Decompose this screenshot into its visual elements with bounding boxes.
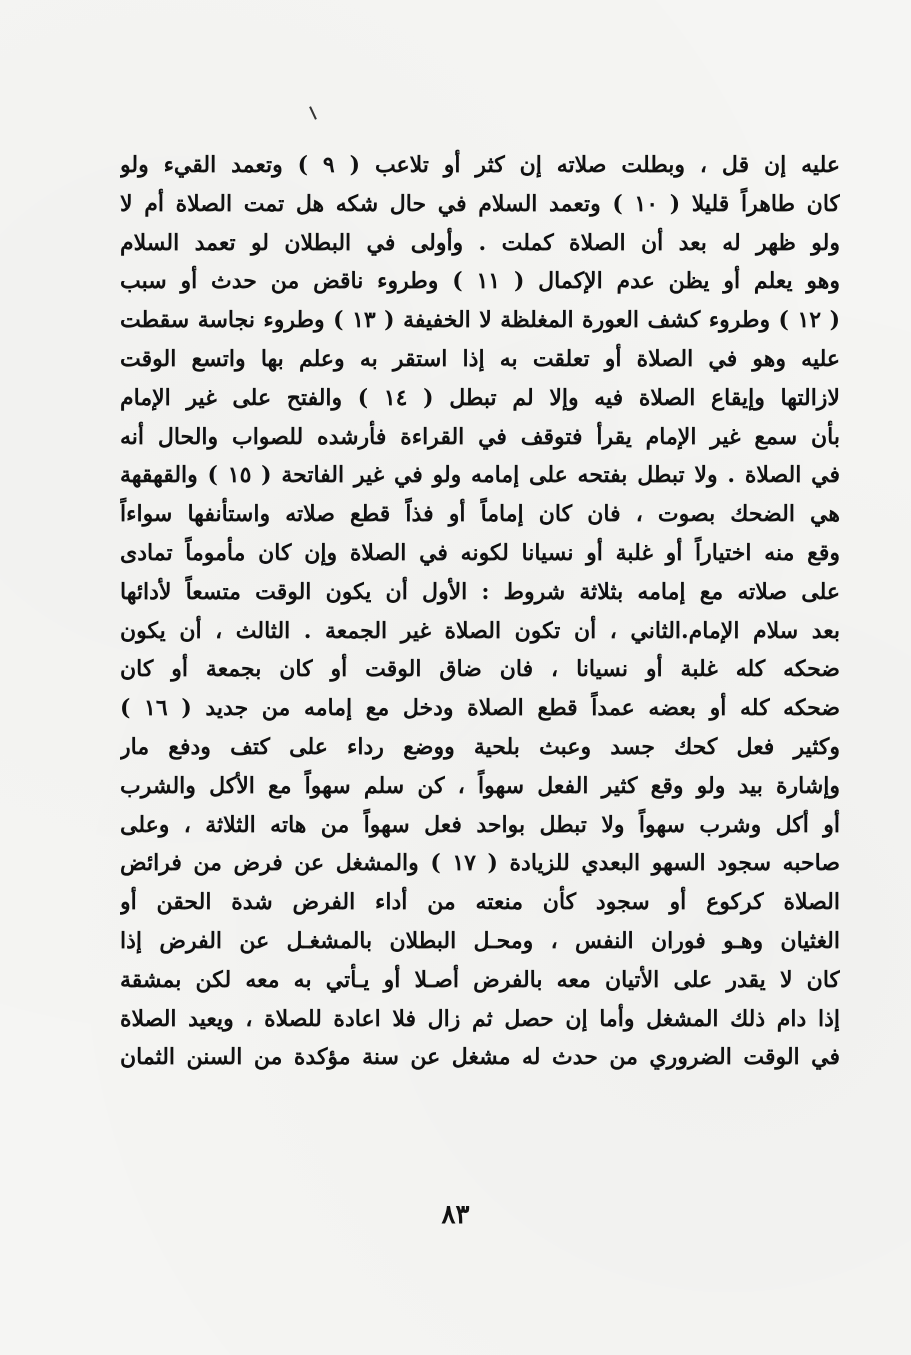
- text-line: وإشارة بيد ولو وقع كثير الفعل سهواً ، كن سلم سهواً مع الأكل والشرب: [120, 772, 840, 799]
- text-line: في الصلاة . ولا تبطل بفتحه على إمامه ولو في غير الفاتحة ( ١٥ ) والقهقهة: [120, 462, 840, 489]
- text-line: أو أكل وشرب سهواً ولا تبطل بواحد فعل سهواً من هاته الثلاثة ، وعلى: [120, 811, 840, 838]
- text-line: ضحكه كله غلبة أو نسيانا ، فان ضاق الوقت أو كان بجمعة أو كان: [120, 656, 840, 683]
- text-line: لازالتها وإيقاع الصلاة فيه وإلا لم تبطل ( ١٤ ) والفتح على غير الإمام: [120, 384, 840, 411]
- text-line: كان طاهراً قليلا ( ١٠ ) وتعمد السلام في حال شكه هل تمت الصلاة أم لا: [120, 190, 840, 217]
- text-line: بأن سمع غير الإمام يقرأ فتوقف في القراءة فأرشده للصواب والحال أنه: [120, 423, 840, 450]
- text-line: ولو ظهر له بعد أن الصلاة كملت . وأولى في البطلان لو تعمد السلام: [120, 229, 840, 256]
- text-line: الغثيان وهـو فوران النفس ، ومحـل البطلان بالمشغـل عن الفرض إذا: [120, 927, 840, 954]
- text-line: ( ١٢ ) وطروء كشف العورة المغلظة لا الخفيفة ( ١٣ ) وطروء نجاسة سقطت: [120, 307, 840, 334]
- stray-ink-mark: [309, 106, 317, 120]
- text-line: على صلاته مع إمامه بثلاثة شروط : الأول أن يكون الوقت متسعاً لأدائها: [120, 578, 840, 605]
- text-line: إذا دام ذلك المشغل وأما إن حصل ثم زال فلا اعادة للصلاة ، ويعيد الصلاة: [120, 1005, 840, 1032]
- text-line: ضحكه كله أو بعضه عمداً قطع الصلاة ودخل مع إمامه من جديد ( ١٦ ): [120, 695, 840, 722]
- text-line: هي الضحك بصوت ، فان كان إماماً أو فذاً قطع صلاته واستأنفها سواءاً: [120, 501, 840, 528]
- text-line: في الوقت الضروري من حدث له مشغل عن سنة مؤكدة من السنن الثمان: [120, 1044, 840, 1071]
- text-line: عليه إن قل ، وبطلت صلاته إن كثر أو تلاعب ( ٩ ) وتعمد القيء ولو: [120, 152, 840, 178]
- body-text: [120, 146, 840, 1077]
- text-line: عليه وهو في الصلاة أو تعلقت به إذا استقر به وعلم بها واتسع الوقت: [120, 345, 840, 372]
- text-line: وقع منه اختياراً أو غلبة أو نسيانا لكونه في الصلاة وإن كان مأموماً تمادى: [120, 539, 840, 566]
- text-line: بعد سلام الإمام.الثاني ، أن تكون الصلاة غير الجمعة . الثالث ، أن يكون: [120, 617, 840, 644]
- page-number: ٨٣: [441, 1200, 470, 1230]
- text-line: صاحبه سجود السهو البعدي للزيادة ( ١٧ ) والمشغل عن فرض من فرائض: [120, 850, 840, 877]
- text-line: الصلاة كركوع أو سجود كأن منعته من أداء الفرض شدة الحقن أو: [120, 889, 840, 916]
- text-line: وكثير فعل كحك جسد وعبث بلحية ووضع رداء على كتف ودفع مار: [120, 733, 840, 760]
- text-line: كان لا يقدر على الأتيان معه بالفرض أصـلا أو يـأتي به معه لكن بمشقة: [120, 966, 840, 993]
- text-line: وهو يعلم أو يظن عدم الإكمال ( ١١ ) وطروء ناقض من حدث أو سبب: [120, 268, 840, 295]
